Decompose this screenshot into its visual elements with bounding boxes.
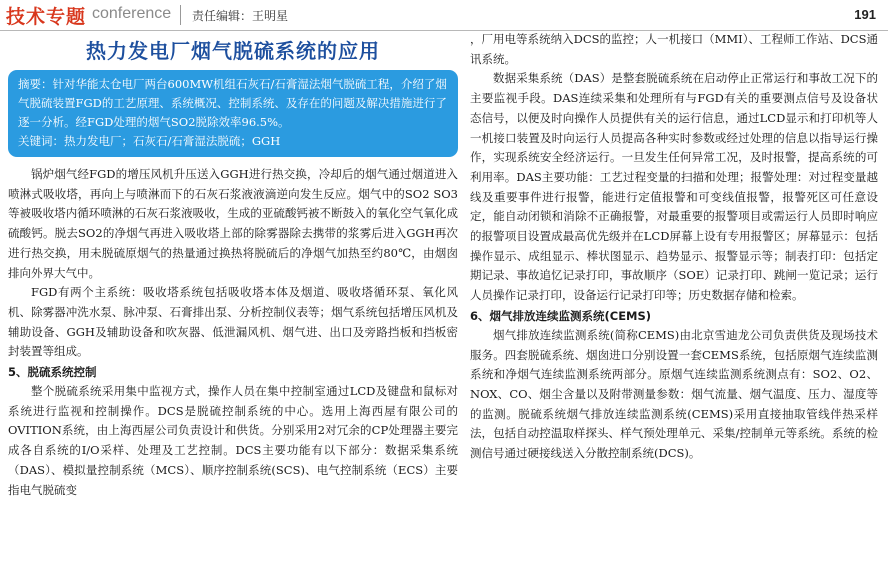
right-column <box>470 30 878 464</box>
abstract-text: 摘要：针对华能太仓电厂两台600MW机组石灰石/石膏湿法烟气脱硫工程，介绍了烟气脱硫装置FGD的工艺原理、系统概况、控制系统、及存在的问题及解决措施进行了逐一分析。经FGD处理的烟气SO2脱除效率96.5%。 <box>18 77 447 129</box>
keywords-text: 关键词：热力发电厂；石灰石/石膏湿法脱硫；GGH <box>18 134 281 148</box>
body-paragraph: ，厂用电等系统纳入DCS的监控；人一机接口（MMI）、工程师工作站、DCS通讯系统。 <box>470 32 878 66</box>
column-brand: 技术专题 <box>6 6 87 28</box>
section-heading: 6、烟气排放连续监测系统(CEMS) <box>470 308 652 323</box>
body-paragraph: 整个脱硫系统采用集中监视方式，操作人员在集中控制室通过LCD及键盘和鼠标对系统进行监视和控制操作。DCS是脱硫控制系统的中心。选用上海西屋有限公司的OVITION系统，由上海西屋公司负责设计和供货。分别采用2对冗余的CP处理器主要完成各自系统的I/O采样、处理及工艺控制。DCS主要功能有以下部分：数据采集系统（DAS）、模拟量控制系统（MCS）、顺序控制系统(SCS)、电气控制系统（ECS）主要指电气脱硫变 <box>8 384 458 497</box>
editor-credit: 责任编辑：王明星 <box>192 9 289 23</box>
left-column <box>8 36 458 500</box>
abstract-box <box>8 70 458 157</box>
body-paragraph: FGD有两个主系统：吸收塔系统包括吸收塔本体及烟道、吸收塔循环泵、氧化风机、除雾器冲洗水泵、脉冲泵、石膏排出泵、分析控制仪表等；烟气系统包括增压风机及辅助设备、GGH及辅助设备和吹灰器、低泄漏风机、烟气进、出口及旁路挡板和挡板密封装置等组成。 <box>8 285 458 359</box>
page-header <box>0 0 888 31</box>
page-number: 191 <box>854 7 876 22</box>
column-brand-sub: conference <box>92 5 172 22</box>
body-paragraph: 锅炉烟气经FGD的增压风机升压送入GGH进行热交换，冷却后的烟气通过烟道进入喷淋式吸收塔，再向上与喷淋而下的石灰石浆液液滴逆向发生反应。烟气中的SO2 SO3等被吸收塔内循环喷淋的石灰石浆液吸收，生成的亚硫酸钙被不断鼓入的氧化空气氧化成硫酸钙。脱去SO2的净烟气再进入吸收塔上部的除雾器除去携带的浆雾后进入GGH再次进行热交换，用未脱硫原烟气的热量通过换热将脱硫后的净烟气加热至约80℃，由烟囱排向外界大气中。 <box>8 167 458 280</box>
section-heading: 5、脱硫系统控制 <box>8 365 97 380</box>
body-paragraph: 烟气排放连续监测系统(简称CEMS)由北京雪迪龙公司负责供货及现场技术服务。四套脱硫系统、烟囱进口分别设置一套CEMS系统，包括原烟气连续监测系统和净烟气连续监测系统两部分。原烟气连续监测系统测点有：SO2、O2、NOX、CO、烟尘含量以及附带测量参数：烟气流量、烟气温度、压力、湿度等的监测。脱硫系统烟气排放连续监测系统(CEMS)采用直接抽取管线伴热采样法，包括自动控温取样探头、样气预处理单元、采集/控制单元等系统。系统的检测信号通过硬接线送入分散控制系统(DCS)。 <box>470 327 878 461</box>
header-divider <box>180 5 181 25</box>
article-title: 热力发电厂烟气脱硫系统的应用 <box>86 39 380 63</box>
body-paragraph: 数据采集系统（DAS）是整套脱硫系统在启动停止正常运行和事故工况下的主要监视手段。DAS连续采集和处理所有与FGD有关的重要测点信号及设备状态信号，以便及时向操作人员提供有关的运行信息，通过LCD显示和打印机等人一机接口装置及时向运行人员提高各种实时参数或经过处理的信息以指导运行操作，实现系统安全经济运行。一旦发生任何异常工况，及时报警，提高系统的可利用率。DAS主要功能：工艺过程变量的扫描和处理；报警处理：对过程变量越线及重要事件进行报警，能进行定值报警和可变线值报警，报警死区可任意设定，能自动闭锁和消除不正确报警，对最重要的报警项目或需运行人员即时响应的报警项目设置成最高优先级并在LCD屏幕上设有专用报警区；屏幕显示：包括操作显示、成组显示、棒状图显示、趋势显示、报警显示等；制表打印：包括定期记录、事故追忆记录打印，事故顺序（SOE）记录打印、跳闸一览记录；运行人员操作记录打印，设备运行记录打印等；历史数据存储和检索。 <box>470 71 878 303</box>
left-body <box>8 165 458 500</box>
